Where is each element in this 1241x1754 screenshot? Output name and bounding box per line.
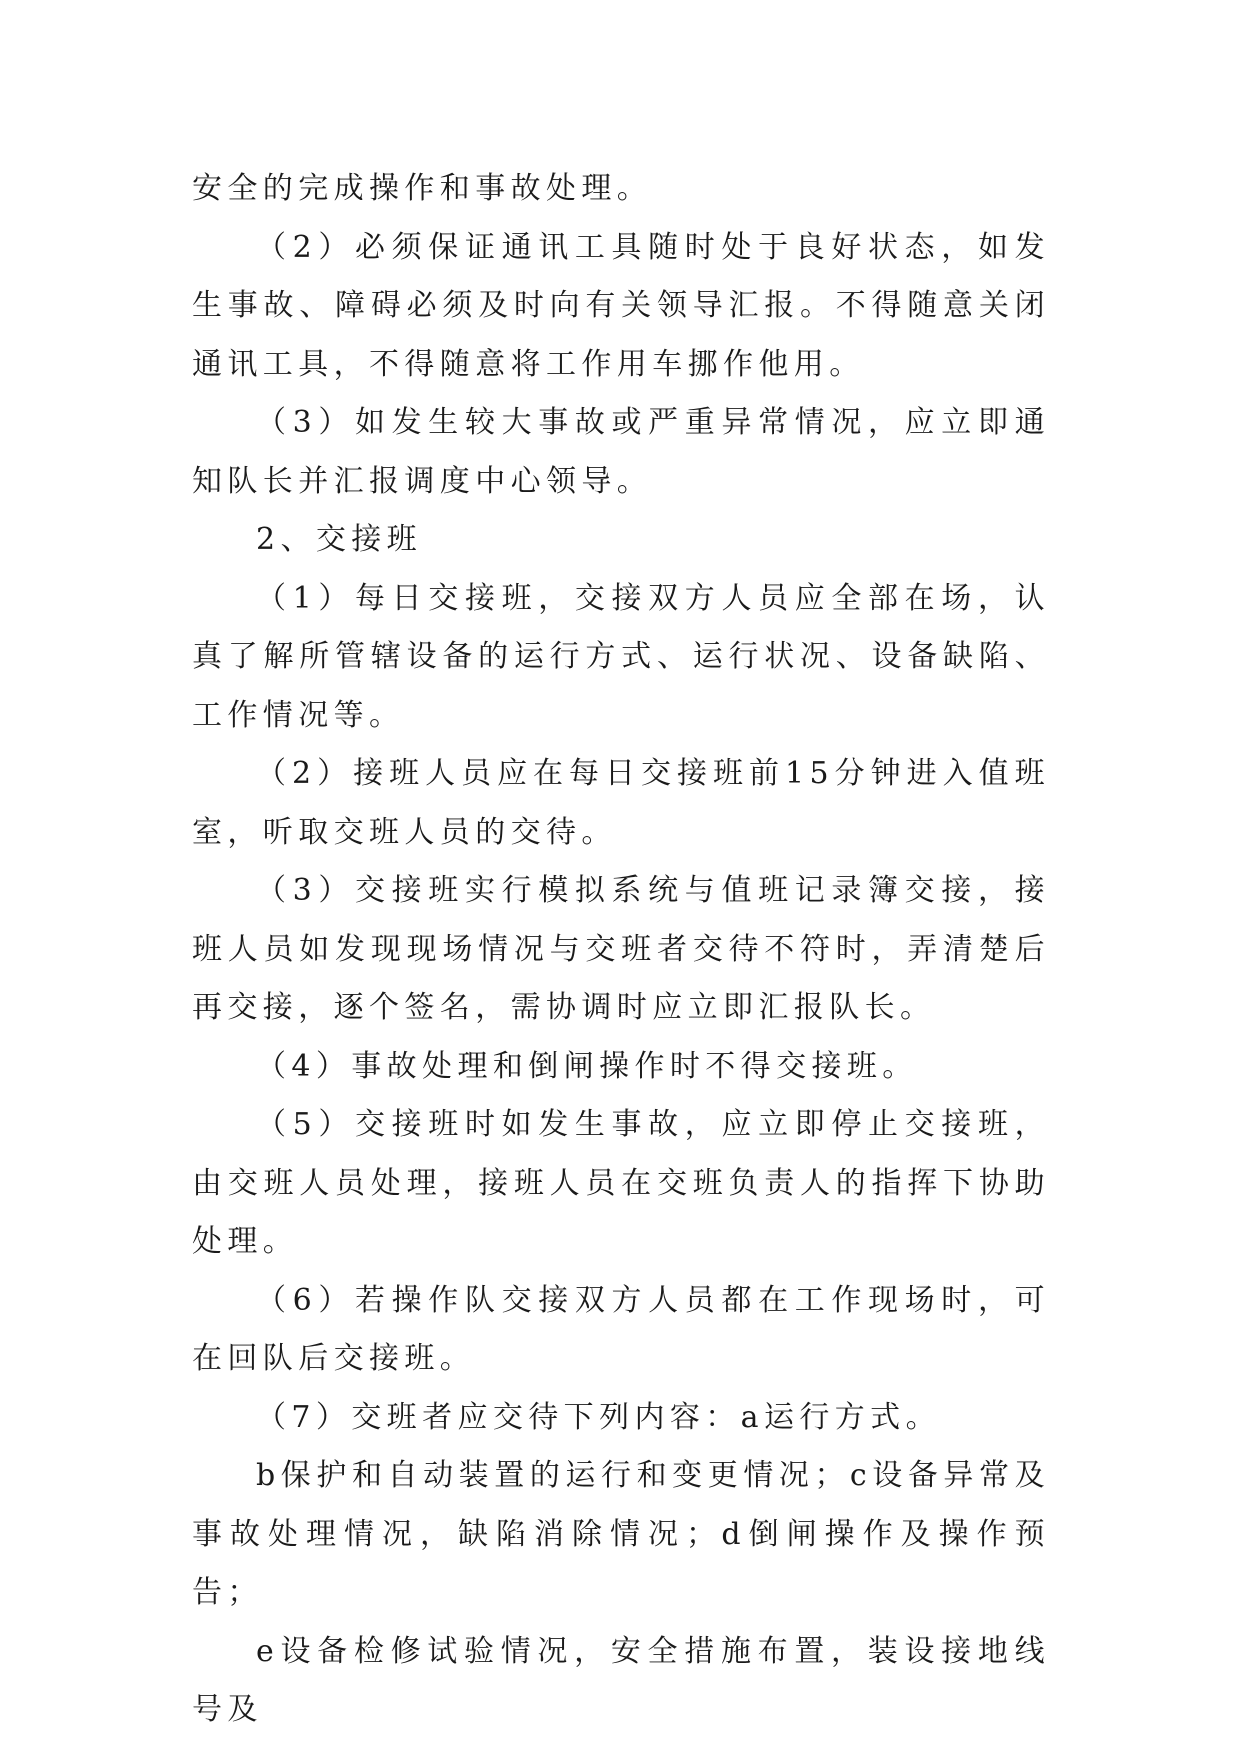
paragraph-10: （6）若操作队交接双方人员都在工作现场时，可在回队后交接班。 — [192, 1282, 1050, 1376]
paragraph-1: 安全的完成操作和事故处理。 — [192, 171, 653, 206]
paragraph-13: e设备检修试验情况，安全措施布置，装设接地线号及 — [192, 1633, 1050, 1727]
paragraph-12: b保护和自动装置的运行和变更情况；c设备异常及事故处理情况，缺陷消除情况；d倒闸操作及操作预告； — [192, 1458, 1050, 1610]
paragraph-9: （5）交接班时如发生事故，应立即停止交接班，由交班人员处理，接班人员在交班负责人的指挥下协助处理。 — [192, 1107, 1050, 1259]
paragraph-7: （3）交接班实行模拟系统与值班记录簿交接，接班人员如发现现场情况与交班者交待不符时，弄清楚后再交接，逐个签名，需协调时应立即汇报队长。 — [192, 873, 1050, 1025]
paragraph-3: （3）如发生较大事故或严重异常情况，应立即通知队长并汇报调度中心领导。 — [192, 405, 1050, 499]
paragraph-6: （2）接班人员应在每日交接班前15分钟进入值班室，听取交班人员的交待。 — [192, 756, 1050, 850]
paragraph-11: （7）交班者应交待下列内容：a运行方式。 — [256, 1399, 941, 1435]
paragraph-2: （2）必须保证通讯工具随时处于良好状态，如发生事故、障碍必须及时向有关领导汇报。不得随意关闭通讯工具，不得随意将工作用车挪作他用。 — [192, 229, 1050, 382]
document-body — [192, 160, 1050, 1740]
paragraph-5: （1）每日交接班，交接双方人员应全部在场，认真了解所管辖设备的运行方式、运行状况、设备缺陷、工作情况等。 — [192, 580, 1050, 733]
paragraph-8: （4）事故处理和倒闸操作时不得交接班。 — [256, 1048, 918, 1084]
section-heading-handover: 2、交接班 — [256, 522, 423, 557]
